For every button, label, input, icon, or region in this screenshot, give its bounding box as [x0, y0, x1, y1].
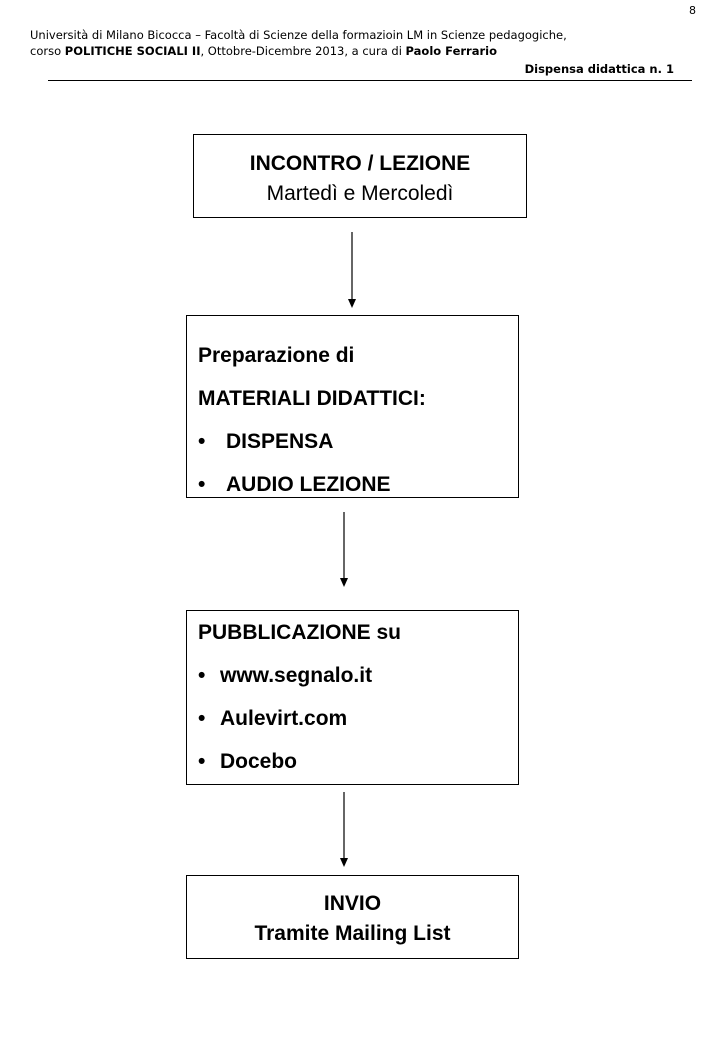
pubblicazione-item [198, 740, 518, 783]
invio-subtitle: Tramite Mailing List [254, 922, 451, 945]
flow-box-pubblicazione [186, 610, 519, 785]
header-course-middle: , Ottobre-Dicembre 2013, a cura di [200, 44, 406, 58]
pubblicazione-item-label: Aulevirt.com [220, 707, 348, 730]
arrow-incontro-to-preparazione [348, 232, 356, 308]
arrow-preparazione-to-pubblicazione [340, 512, 348, 587]
incontro-title: INCONTRO / LEZIONE [249, 152, 471, 175]
pubblicazione-item-label: www.segnalo.it [220, 664, 373, 687]
pubblicazione-line1: PUBBLICAZIONE su [198, 621, 402, 644]
page-number: 8 [689, 4, 696, 17]
header-course-prefix: corso [30, 44, 65, 58]
preparazione-item-label: AUDIO LEZIONE [226, 473, 391, 496]
flow-box-incontro [193, 134, 527, 218]
arrow-pubblicazione-to-invio [340, 792, 348, 867]
header-course-line [30, 43, 567, 59]
bullet-glyph: • [198, 707, 206, 730]
preparazione-item-label: DISPENSA [226, 430, 334, 453]
header-course-name: POLITICHE SOCIALI II [64, 44, 201, 58]
preparazione-line1: Preparazione di [198, 344, 355, 367]
flow-box-preparazione [186, 315, 519, 498]
flow-box-invio [186, 875, 519, 959]
bullet-glyph: • [198, 473, 206, 496]
bullet-glyph: • [198, 430, 206, 453]
preparazione-line2: MATERIALI DIDATTICI: [198, 387, 426, 410]
preparazione-item [198, 463, 518, 506]
pubblicazione-item-label: Docebo [220, 750, 298, 773]
incontro-subtitle: Martedì e Mercoledì [266, 182, 454, 205]
header-divider [48, 80, 692, 81]
invio-title: INVIO [323, 892, 382, 915]
pubblicazione-item [198, 654, 518, 697]
header-institution-line: Università di Milano Bicocca – Facoltà di Scienze della formazioin LM in Scienze pedagogiche, [30, 28, 567, 42]
document-header [30, 27, 567, 59]
header-author: Paolo Ferrario [405, 44, 497, 58]
bullet-glyph: • [198, 664, 206, 687]
pubblicazione-item [198, 697, 518, 740]
bullet-glyph: • [198, 750, 206, 773]
header-dispensa: Dispensa didattica n. 1 [524, 62, 674, 76]
preparazione-item [198, 420, 518, 463]
